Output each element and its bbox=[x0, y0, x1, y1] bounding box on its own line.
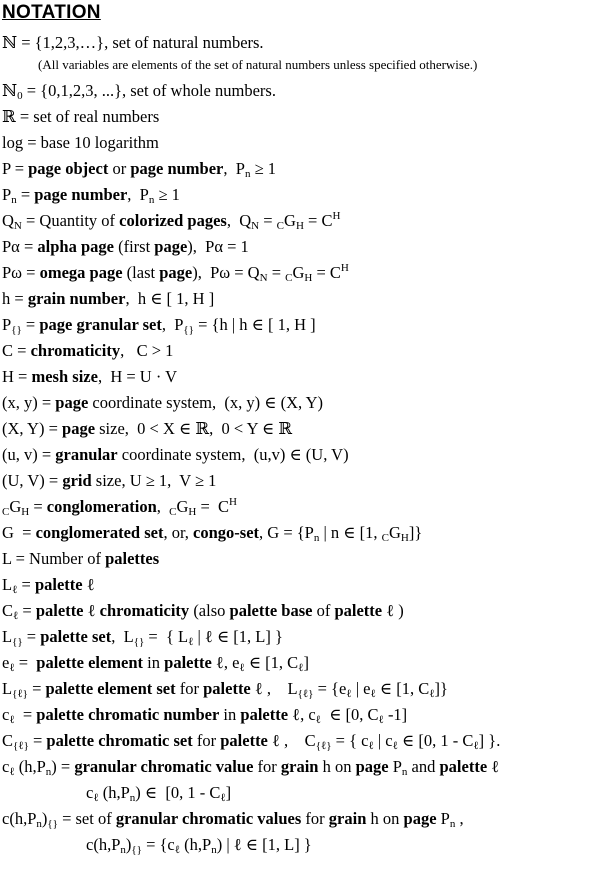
notation-entry: G = conglomerated set, or, congo-set, $G = \{P_n$ | n ∈ [1, $CG_H$]} bbox=[2, 523, 423, 544]
notation-entry: H = mesh size, H = U · V bbox=[2, 367, 178, 386]
notation-entry: log = base 10 logarithm bbox=[2, 133, 159, 152]
notation-entry: $L_\ell$ = palette ℓ bbox=[2, 575, 95, 596]
notation-entry: Pω = omega page (last page), $P\omega = Q_N = CG_H = C^H$ bbox=[2, 262, 349, 284]
notation-list bbox=[2, 30, 596, 858]
notation-entry: (u, v) = granular coordinate system, (u,v) ∈ (U, V) bbox=[2, 445, 349, 464]
notation-entry: $C_{\{\ell\}}$ = palette chromatic set for palette ℓ , $C_{\{\ell\}}$ = { $c_\ell$ | $c_\ell$ ∈ [0, $1 - C_\ell$] }. bbox=[2, 731, 501, 752]
notation-entry: $P_{\{\}}$ = page granular set, $P_{\{\}} = \{h$ | h ∈ [ 1, H ] bbox=[2, 315, 316, 336]
notation-entry: ℕ$_0$ = {0,1,2,3, ...}, set of whole numbers. bbox=[2, 81, 276, 102]
notation-entry: ℕ = {1,2,3,…}, set of natural numbers. bbox=[2, 33, 264, 52]
notation-entry: (X, Y) = page size, 0 < X ∈ ℝ, 0 < Y ∈ ℝ bbox=[2, 419, 293, 438]
notation-entry: $L_{\{\}}$ = palette set, $L_{\{\}}$ = { $L_\ell$ | ℓ ∈ [1, L] } bbox=[2, 627, 283, 648]
notation-note: (All variables are elements of the set of natural numbers unless specified otherwise.) bbox=[38, 57, 478, 72]
notation-entry: $c_\ell$ $(h,P_n)$ ∈ [0, $1 - C_\ell$] bbox=[86, 783, 232, 804]
notation-entry: $C_\ell$ = palette ℓ chromaticity (also palette base of palette ℓ ) bbox=[2, 601, 404, 622]
notation-heading: NOTATION bbox=[2, 2, 101, 23]
notation-entry: $c_\ell$ $(h,P_n)$ = granular chromatic value for grain h on page $P_n$ and palette ℓ bbox=[2, 757, 500, 778]
notation-entry: $c(h,P_n)_{\{\}}$ = set of granular chromatic values for grain h on page $P_n$ , bbox=[2, 809, 464, 830]
notation-entry: $e_\ell$ = palette element in palette ℓ, $e_\ell$ ∈ [1, $C_\ell$] bbox=[2, 653, 309, 674]
notation-entry: (x, y) = page coordinate system, (x, y) ∈ (X, Y) bbox=[2, 393, 324, 412]
notation-entry: h = grain number, h ∈ [ 1, H ] bbox=[2, 289, 215, 308]
notation-entry: $P_n$ = page number, $P_n \ge 1$ bbox=[2, 185, 180, 206]
notation-entry: $c(h,P_n)_{\{\}} = \{c_\ell$ $(h,P_n)$ | ℓ ∈ [1, L] } bbox=[86, 835, 312, 856]
notation-entry: Pα = alpha page (first page), Pα = 1 bbox=[2, 237, 249, 256]
notation-entry: (U, V) = grid size, U ≥ 1, V ≥ 1 bbox=[2, 471, 217, 490]
notation-entry: ℝ = set of real numbers bbox=[2, 107, 160, 126]
notation-entry: $CG_H$ = conglomeration, $CG_H = C^H$ bbox=[2, 496, 237, 518]
notation-entry: $Q_N$ = Quantity of colorized pages, $Q_N = CG_H = C^H$ bbox=[2, 210, 341, 232]
notation-entry: $c_\ell$ = palette chromatic number in palette ℓ, $c_\ell$ ∈ [0, $C_\ell$ -1] bbox=[2, 705, 408, 726]
notation-entry: C = chromaticity, C > 1 bbox=[2, 341, 174, 360]
notation-entry: L = Number of palettes bbox=[2, 549, 160, 568]
notation-entry: P = page object or page number, $P_n \ge 1$ bbox=[2, 159, 276, 180]
notation-entry: $L_{\{\ell\}}$ = palette element set for palette ℓ , $L_{\{\ell\}} = \{e_\ell$ | $e_\ell$ ∈ [1, $C_\ell$]} bbox=[2, 679, 448, 700]
